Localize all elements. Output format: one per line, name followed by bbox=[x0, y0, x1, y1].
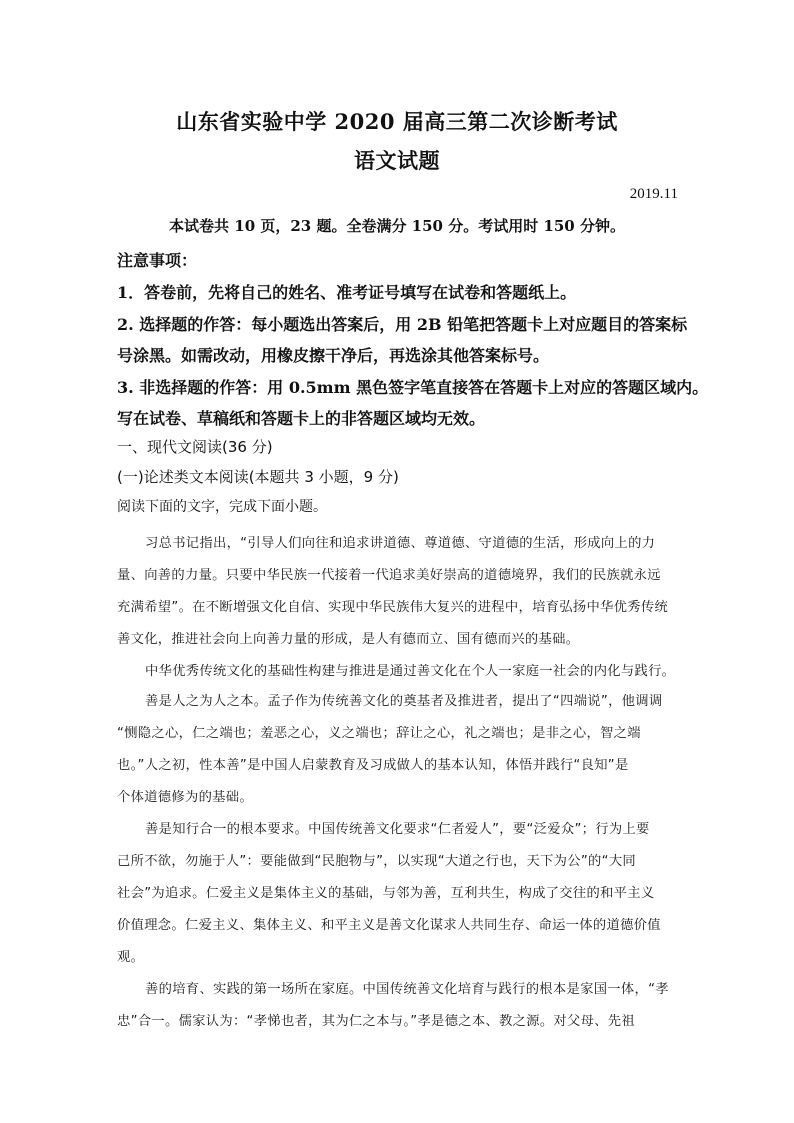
passage-line: 习总书记指出，“引导人们向往和追求讲道德、尊道德、守道德的生活，形成向上的力 bbox=[145, 536, 656, 551]
passage-line: 充满希望”。在不断增强文化自信、实现中华民族伟大复兴的进程中，培育弘扬中华优秀传统 bbox=[117, 600, 669, 615]
passage-line: 己所不欲，勿施于人”：要能做到“民胞物与”，以实现“大道之行也，天下为公”的“大同 bbox=[117, 854, 637, 869]
exam-subtitle: 语文试题 bbox=[354, 148, 440, 173]
passage-line: 观。 bbox=[117, 950, 145, 965]
notice-item: 写在试卷、草稿纸和答题卡上的非答题区域均无效。 bbox=[117, 409, 486, 428]
section-subheading: (一)论述类文本阅读(本题共 3 小题，9 分) bbox=[117, 468, 399, 486]
exam-title: 山东省实验中学 2020 届高三第二次诊断考试 bbox=[176, 109, 618, 134]
passage-line: 价值理念。仁爱主义、集体主义、和平主义是善文化谋求人共同生存、命运一体的道德价值 bbox=[117, 918, 661, 933]
exam-date: 2019.11 bbox=[629, 186, 678, 202]
reading-instruction: 阅读下面的文字，完成下面小题。 bbox=[117, 499, 327, 515]
passage-line: 个体道德修为的基础。 bbox=[117, 790, 253, 805]
section-heading: 一、现代文阅读(36 分) bbox=[117, 438, 273, 456]
exam-summary: 本试卷共 10 页，23 题。全卷满分 150 分。考试用时 150 分钟。 bbox=[169, 217, 625, 235]
passage-line: 善文化，推进社会向上向善力量的形成，是人有德而立、国有德而兴的基础。 bbox=[117, 632, 580, 647]
notice-heading: 注意事项： bbox=[117, 251, 198, 270]
passage-line: 善是人之为人之本。孟子作为传统善文化的奠基者及推进者，提出了“四端说”，他调调 bbox=[145, 694, 663, 709]
passage-line: 善的培育、实践的第一场所在家庭。中国传统善文化培育与践行的根本是家国一体，“孝 bbox=[145, 982, 669, 997]
passage-line: “恻隐之心，仁之端也；羞恶之心，义之端也；辞让之心，礼之端也；是非之心，智之端 bbox=[117, 726, 641, 741]
notice-item: 号涂黑。如需改动，用橡皮擦干净后，再选涂其他答案标号。 bbox=[117, 346, 550, 365]
passage-line: 忠”合一。儒家认为：“孝悌也者，其为仁之本与。”孝是德之本、教之源。对父母、先祖 bbox=[117, 1014, 635, 1029]
notice-item: 2. 选择题的作答：每小题选出答案后，用 2B 铅笔把答题卡上对应题目的答案标 bbox=[117, 315, 688, 334]
passage-line: 也。”人之初，性本善”是中国人启蒙教育及习成做人的基本认知，体悟并践行“良知”是 bbox=[117, 758, 629, 773]
notice-item: 3. 非选择题的作答：用 0.5mm 黑色签字笔直接答在答题卡上对应的答题区域内。 bbox=[117, 378, 709, 397]
notice-item: 1．答卷前，先将自己的姓名、准考证号填写在试卷和答题纸上。 bbox=[117, 283, 577, 302]
passage-line: 中华优秀传统文化的基础性构建与推进是通过善文化在个人一家庭一社会的内化与践行。 bbox=[145, 664, 676, 679]
passage-line: 社会”为追求。仁爱主义是集体主义的基础，与邻为善，互利共生，构成了交往的和平主义 bbox=[117, 886, 655, 901]
passage-line: 量、向善的力量。只要中华民族一代接着一代追求美好崇高的道德境界，我们的民族就永远 bbox=[117, 568, 661, 583]
passage-line: 善是知行合一的根本要求。中国传统善文化要求“仁者爱人”，要“泛爱众”；行为上要 bbox=[145, 822, 650, 837]
